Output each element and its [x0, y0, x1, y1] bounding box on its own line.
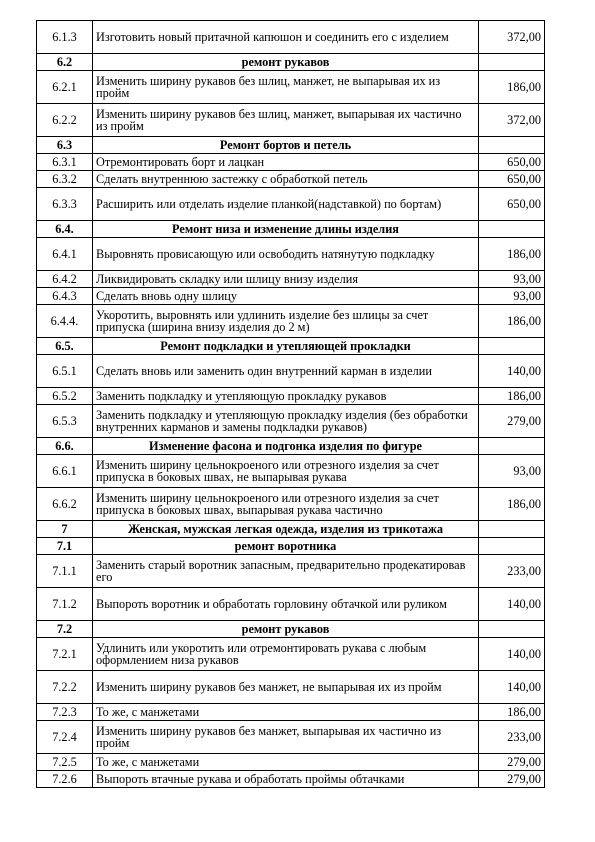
- service-price: 93,00: [479, 288, 545, 305]
- service-price: 186,00: [479, 305, 545, 338]
- chapter-title: Женская, мужская легкая одежда, изделия из трикотажа: [93, 521, 479, 538]
- item-number: 7.1.2: [37, 588, 93, 621]
- section-title: Ремонт бортов и петель: [93, 137, 479, 154]
- table-row: [37, 588, 545, 621]
- service-description: Изменить ширину рукавов без шлиц, манжет, выпарывая их частично из пройм: [93, 104, 479, 137]
- item-number: 7.1.1: [37, 555, 93, 588]
- service-price: 186,00: [479, 388, 545, 405]
- item-number: 6.6.2: [37, 488, 93, 521]
- table-row: [37, 671, 545, 704]
- section-title: ремонт рукавов: [93, 54, 479, 71]
- service-price: 233,00: [479, 555, 545, 588]
- table-row: [37, 388, 545, 405]
- table-row: [37, 455, 545, 488]
- service-description: Выровнять провисающую или освободить натянутую подкладку: [93, 238, 479, 271]
- item-number: 6.5.1: [37, 355, 93, 388]
- item-number: 7.2: [37, 621, 93, 638]
- table-row: [37, 771, 545, 788]
- service-price: 186,00: [479, 488, 545, 521]
- empty-price-cell: [479, 438, 545, 455]
- service-price: 650,00: [479, 154, 545, 171]
- empty-price-cell: [479, 521, 545, 538]
- item-number: 7.2.2: [37, 671, 93, 704]
- item-number: 6.4.4.: [37, 305, 93, 338]
- item-number: 6.6.: [37, 438, 93, 455]
- service-price: 140,00: [479, 355, 545, 388]
- table-row: [37, 721, 545, 754]
- item-number: 6.6.1: [37, 455, 93, 488]
- service-price: 140,00: [479, 671, 545, 704]
- service-description: Ликвидировать складку или шлицу внизу изделия: [93, 271, 479, 288]
- service-description: Заменить подкладку и утепляющую прокладку рукавов: [93, 388, 479, 405]
- service-description: То же, с манжетами: [93, 754, 479, 771]
- empty-price-cell: [479, 221, 545, 238]
- item-number: 7.2.1: [37, 638, 93, 671]
- service-description: Изготовить новый притачной капюшон и соединить его с изделием: [93, 21, 479, 54]
- service-description: Сделать внутреннюю застежку с обработкой петель: [93, 171, 479, 188]
- service-description: Изменить ширину цельнокроеного или отрезного изделия за счет припуска в боковых швах, не выпарывая рукава: [93, 455, 479, 488]
- table-row: [37, 555, 545, 588]
- service-description: Сделать вновь одну шлицу: [93, 288, 479, 305]
- empty-price-cell: [479, 54, 545, 71]
- service-description: Выпороть воротник и обработать горловину обтачкой или руликом: [93, 588, 479, 621]
- empty-price-cell: [479, 621, 545, 638]
- item-number: 6.4.1: [37, 238, 93, 271]
- table-row: [37, 154, 545, 171]
- table-row: [37, 355, 545, 388]
- service-description: Сделать вновь или заменить один внутренний карман в изделии: [93, 355, 479, 388]
- item-number: 6.5.: [37, 338, 93, 355]
- item-number: 6.3.3: [37, 188, 93, 221]
- section-header-row: [37, 538, 545, 555]
- service-price: 279,00: [479, 754, 545, 771]
- empty-price-cell: [479, 538, 545, 555]
- empty-price-cell: [479, 137, 545, 154]
- table-row: [37, 288, 545, 305]
- item-number: 7.2.4: [37, 721, 93, 754]
- service-description: То же, с манжетами: [93, 704, 479, 721]
- service-price: 186,00: [479, 238, 545, 271]
- table-row: [37, 305, 545, 338]
- section-title: Ремонт подкладки и утепляющей прокладки: [93, 338, 479, 355]
- table-row: [37, 638, 545, 671]
- section-header-row: [37, 338, 545, 355]
- table-row: [37, 21, 545, 54]
- item-number: 6.3.1: [37, 154, 93, 171]
- service-price: 279,00: [479, 771, 545, 788]
- service-description: Заменить старый воротник запасным, предварительно продекатировав его: [93, 555, 479, 588]
- service-price: 372,00: [479, 104, 545, 137]
- table-row: [37, 104, 545, 137]
- service-description: Изменить ширину рукавов без манжет, выпарывая их частично из пройм: [93, 721, 479, 754]
- section-title: Изменение фасона и подгонка изделия по фигуре: [93, 438, 479, 455]
- service-price: 233,00: [479, 721, 545, 754]
- item-number: 6.4.: [37, 221, 93, 238]
- service-price: 279,00: [479, 405, 545, 438]
- item-number: 6.2: [37, 54, 93, 71]
- item-number: 6.3: [37, 137, 93, 154]
- table-row: [37, 171, 545, 188]
- service-price: 650,00: [479, 188, 545, 221]
- section-title: ремонт воротника: [93, 538, 479, 555]
- item-number: 6.5.3: [37, 405, 93, 438]
- service-price: 186,00: [479, 704, 545, 721]
- service-description: Заменить подкладку и утепляющую прокладку изделия (без обработки внутренних карманов и замены подкладки рукавов): [93, 405, 479, 438]
- section-header-row: [37, 137, 545, 154]
- table-row: [37, 754, 545, 771]
- table-row: [37, 188, 545, 221]
- item-number: 6.2.2: [37, 104, 93, 137]
- item-number: 7.2.3: [37, 704, 93, 721]
- service-price: 186,00: [479, 71, 545, 104]
- price-table: [36, 20, 545, 788]
- item-number: 7.2.6: [37, 771, 93, 788]
- section-title: ремонт рукавов: [93, 621, 479, 638]
- service-price: 93,00: [479, 271, 545, 288]
- table-row: [37, 405, 545, 438]
- section-header-row: [37, 438, 545, 455]
- item-number: 6.5.2: [37, 388, 93, 405]
- empty-price-cell: [479, 338, 545, 355]
- service-description: Удлинить или укоротить или отремонтировать рукава с любым оформлением низа рукавов: [93, 638, 479, 671]
- table-row: [37, 71, 545, 104]
- service-description: Изменить ширину цельнокроеного или отрезного изделия за счет припуска в боковых швах, выпарывая рукава частично: [93, 488, 479, 521]
- service-description: Изменить ширину рукавов без манжет, не выпарывая их из пройм: [93, 671, 479, 704]
- service-description: Выпороть втачные рукава и обработать проймы обтачками: [93, 771, 479, 788]
- section-header-row: [37, 221, 545, 238]
- item-number: 6.3.2: [37, 171, 93, 188]
- item-number: 6.2.1: [37, 71, 93, 104]
- section-title: Ремонт низа и изменение длины изделия: [93, 221, 479, 238]
- section-header-row: [37, 621, 545, 638]
- service-description: Расширить или отделать изделие планкой(надставкой) по бортам): [93, 188, 479, 221]
- item-number: 6.4.2: [37, 271, 93, 288]
- item-number: 6.1.3: [37, 21, 93, 54]
- item-number: 7.2.5: [37, 754, 93, 771]
- section-header-row: [37, 521, 545, 538]
- service-description: Укоротить, выровнять или удлинить изделие без шлицы за счет припуска (ширина внизу изделия до 2 м): [93, 305, 479, 338]
- service-price: 140,00: [479, 588, 545, 621]
- service-price: 372,00: [479, 21, 545, 54]
- table-row: [37, 704, 545, 721]
- price-table-body: [37, 21, 545, 788]
- service-description: Отремонтировать борт и лацкан: [93, 154, 479, 171]
- item-number: 7: [37, 521, 93, 538]
- item-number: 6.4.3: [37, 288, 93, 305]
- service-description: Изменить ширину рукавов без шлиц, манжет, не выпарывая их из пройм: [93, 71, 479, 104]
- table-row: [37, 271, 545, 288]
- table-row: [37, 488, 545, 521]
- service-price: 140,00: [479, 638, 545, 671]
- service-price: 650,00: [479, 171, 545, 188]
- item-number: 7.1: [37, 538, 93, 555]
- section-header-row: [37, 54, 545, 71]
- service-price: 93,00: [479, 455, 545, 488]
- table-row: [37, 238, 545, 271]
